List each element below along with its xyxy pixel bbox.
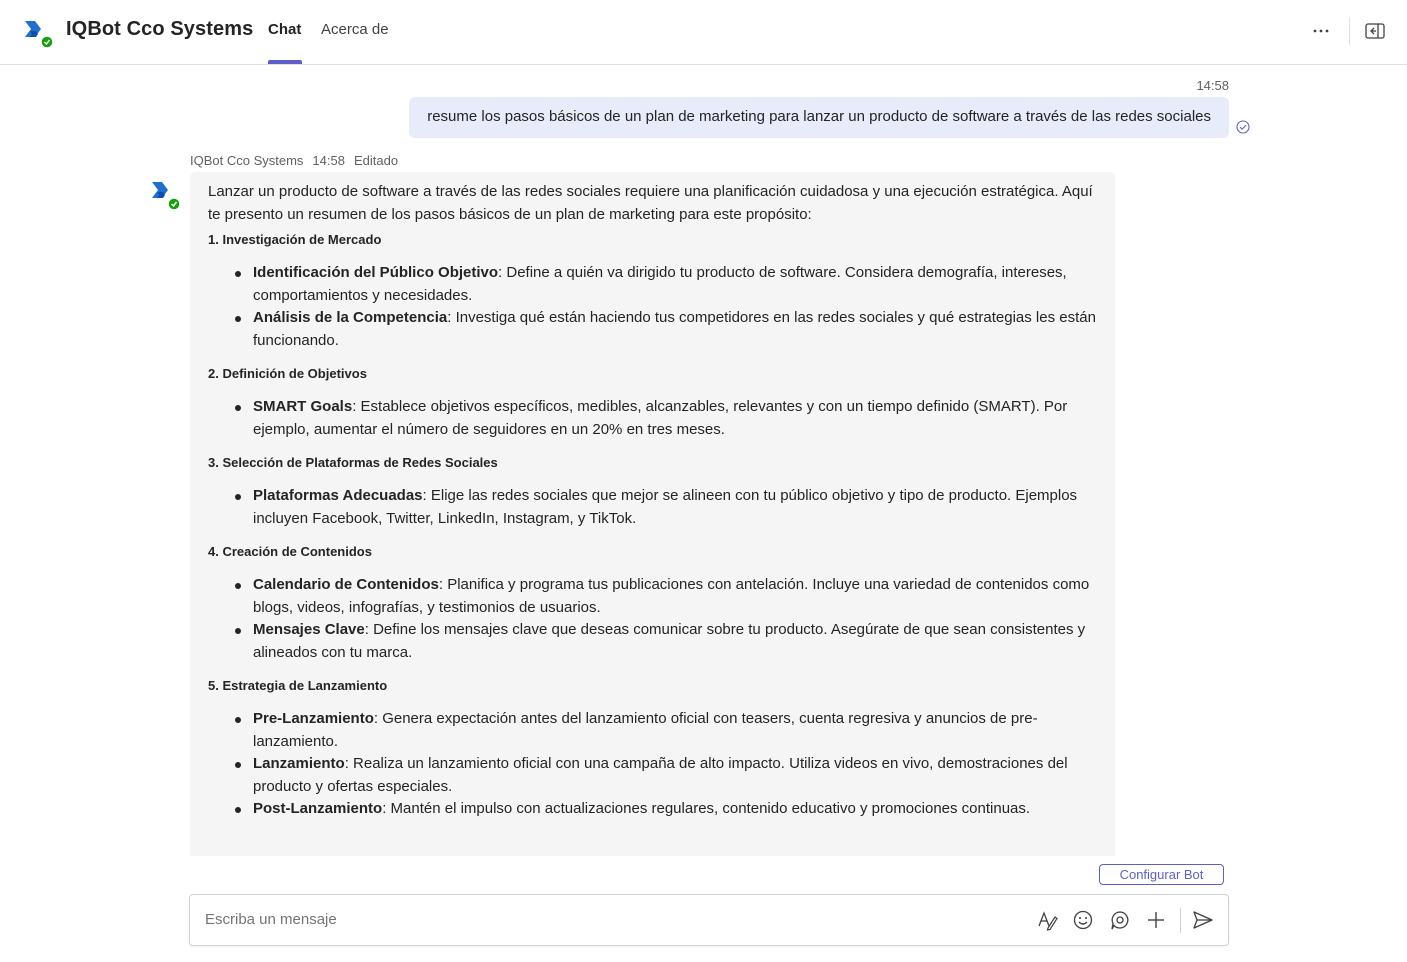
section-list (208, 396, 1097, 441)
section-heading: 5. Estrategia de Lanzamiento (208, 678, 388, 693)
list-item: Plataformas Adecuadas: Elige las redes sociales que mejor se alineen con tu público objetivo y tipo de producto. Ejemplos incluyen Facebook, Twitter, LinkedIn, Instagram, y TikTok. (253, 485, 1097, 530)
section-list (208, 262, 1097, 352)
list-item: Calendario de Contenidos: Planifica y programa tus publicaciones con antelación. Incluye una variedad de contenidos como blogs, videos, infografías, y testimonios de usuarios. (253, 574, 1097, 619)
app-header (0, 0, 1407, 65)
list-item: Identificación del Público Objetivo: Define a quién va dirigido tu producto de software. Considera demografía, intereses, comportamientos y necesidades. (253, 262, 1097, 307)
bot-avatar[interactable] (151, 180, 181, 212)
section-list (208, 708, 1097, 821)
read-receipt-icon (1236, 120, 1250, 134)
tab-acerca-de[interactable]: Acerca de (321, 21, 389, 38)
send-button[interactable] (1192, 909, 1214, 931)
list-item: Análisis de la Competencia: Investiga qué están haciendo tus competidores en las redes sociales y qué estrategias les están funcionando. (253, 307, 1097, 352)
list-item: SMART Goals: Establece objetivos específicos, medibles, alcanzables, relevantes y con un tiempo definido (SMART). Por ejemplo, aumentar el número de seguidores en un 20% en tres meses. (253, 396, 1097, 441)
tab-chat[interactable]: Chat (268, 21, 302, 38)
user-message-bubble[interactable]: resume los pasos básicos de un plan de marketing para lanzar un producto de software a través de las redes sociales (409, 97, 1229, 138)
add-attachment-button[interactable] (1145, 909, 1167, 931)
section-heading: 2. Definición de Objetivos (208, 366, 367, 381)
bot-message-meta (190, 153, 407, 168)
section-heading: 3. Selección de Plataformas de Redes Sociales (208, 455, 498, 470)
list-item: Mensajes Clave: Define los mensajes clave que deseas comunicar sobre tu producto. Asegúrate de que sean consistentes y alineados con tu marca. (253, 619, 1097, 664)
send-icon (1192, 909, 1214, 931)
format-text-icon (1036, 909, 1058, 931)
bot-intro-text: Lanzar un producto de software a través de las redes sociales requiere una planificación cuidadosa y una ejecución estratégica. Aquí te presento un resumen de los pasos básicos de un plan de marketing para este propósito: (208, 183, 1093, 223)
list-item: Pre-Lanzamiento: Genera expectación antes del lanzamiento oficial con teasers, cuenta regresiva y anuncios de pre-lanzamiento. (253, 708, 1097, 753)
configure-bot-button[interactable]: Configurar Bot (1099, 864, 1224, 885)
format-button[interactable] (1036, 909, 1058, 931)
message-input[interactable] (205, 911, 1005, 928)
compose-divider (1180, 908, 1181, 933)
loop-chat-icon (1109, 909, 1131, 931)
section-heading: 4. Creación de Contenidos (208, 544, 372, 559)
section-list (208, 574, 1097, 664)
section-heading: 1. Investigación de Mercado (208, 232, 382, 247)
more-options-button[interactable] (1306, 16, 1336, 46)
bot-message-bubble[interactable] (190, 172, 1115, 856)
loop-button[interactable] (1109, 909, 1131, 931)
bot-message-time: 14:58 (312, 153, 345, 168)
plus-icon (1145, 909, 1167, 931)
compose-box[interactable] (189, 894, 1229, 946)
active-tab-indicator (268, 60, 302, 64)
list-item: Post-Lanzamiento: Mantén el impulso con actualizaciones regulares, contenido educativo y promociones continuas. (253, 798, 1097, 821)
bot-sender-name: IQBot Cco Systems (190, 153, 304, 168)
header-divider (1349, 17, 1350, 45)
list-item: Lanzamiento: Realiza un lanzamiento oficial con una campaña de alto impacto. Utiliza videos en vivo, demostraciones del producto y ofertas especiales. (253, 753, 1097, 798)
section-list (208, 485, 1097, 530)
ellipsis-icon (1312, 28, 1330, 34)
emoji-button[interactable] (1072, 909, 1094, 931)
side-panel-icon (1365, 22, 1385, 40)
emoji-icon (1072, 909, 1094, 931)
app-logo-icon (24, 19, 54, 49)
app-title: IQBot Cco Systems (66, 18, 254, 40)
user-message-time: 14:58 (1196, 78, 1229, 93)
toggle-panel-button[interactable] (1361, 17, 1389, 45)
edited-label: Editado (353, 153, 399, 168)
